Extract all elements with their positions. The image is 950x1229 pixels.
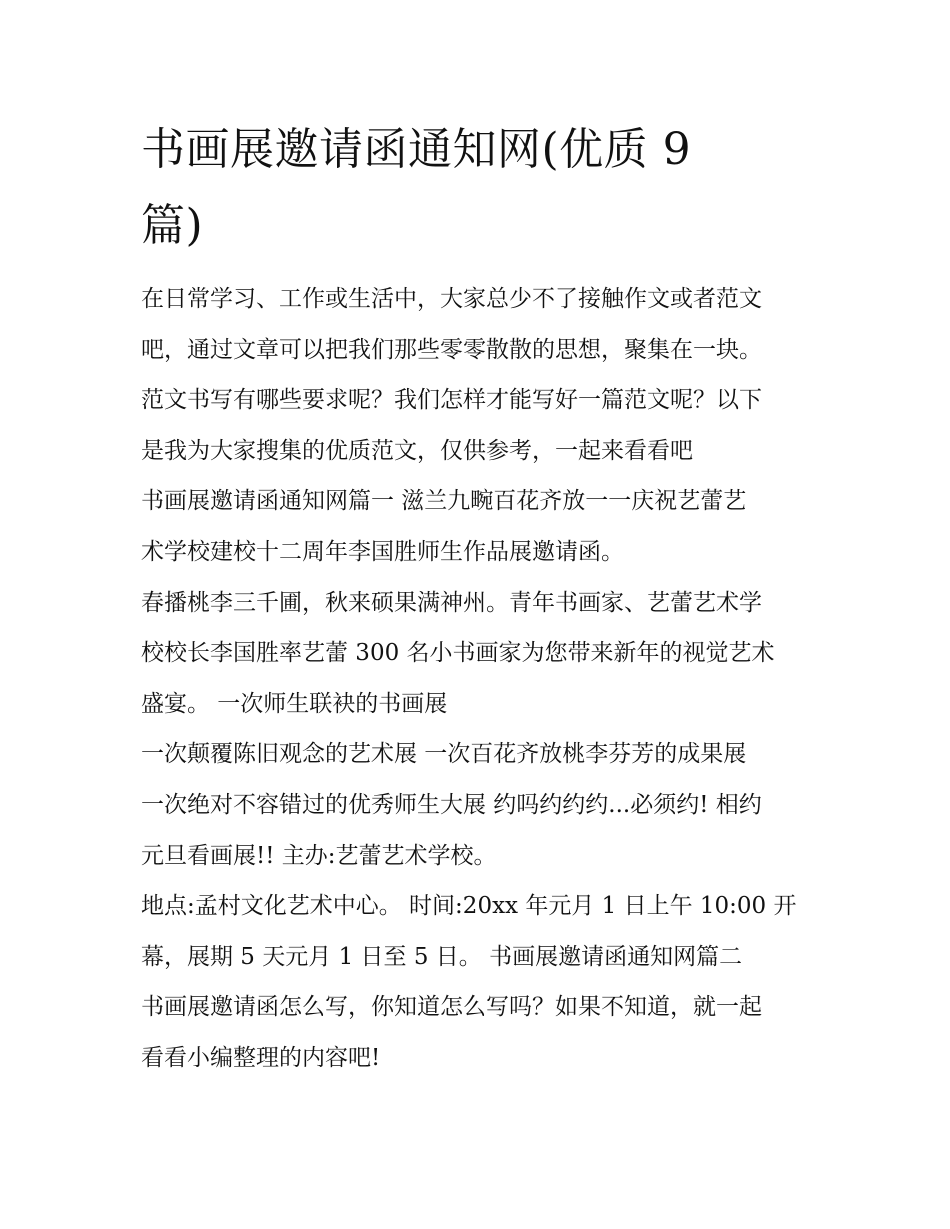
text-line: 术学校建校十二周年李国胜师生作品展邀请函。: [141, 538, 624, 565]
text-line: 范文书写有哪些要求呢？我们怎样才能写好一篇范文呢？以下: [141, 387, 762, 414]
text-line: 元旦看画展!! 主办:艺蕾艺术学校。: [141, 842, 497, 869]
text-line: 春播桃李三千圃，秋来硕果满神州。青年书画家、艺蕾艺术学: [141, 589, 762, 616]
text-line: 书画展邀请函怎么写，你知道怎么写吗？如果不知道，就一起: [141, 994, 762, 1021]
text-line: 书画展邀请函通知网篇一 滋兰九畹百花齐放一一庆祝艺蕾艺: [141, 488, 747, 515]
text-line: 是我为大家搜集的优质范文，仅供参考，一起来看看吧: [141, 437, 693, 464]
text-line: 在日常学习、工作或生活中，大家总少不了接触作文或者范文: [141, 286, 762, 312]
text-line: 盛宴。 一次师生联袂的书画展: [141, 690, 448, 717]
text-line: 一次颠覆陈旧观念的艺术展 一次百花齐放桃李芬芳的成果展: [141, 741, 747, 768]
title-line: 书画展邀请函通知网(优质 9: [141, 124, 692, 175]
text-line: 看看小编整理的内容吧!: [141, 1044, 381, 1071]
text-line: 幕，展期 5 天元月 1 日至 5 日。 书画展邀请函通知网篇二: [141, 943, 743, 970]
text-line: 一次绝对不容错过的优秀师生大展 约吗约约约...必须约! 相约: [141, 791, 762, 818]
text-line: 校校长李国胜率艺蕾 300 名小书画家为您带来新年的视觉艺术: [141, 640, 775, 667]
text-line: 吧，通过文章可以把我们那些零零散散的思想，聚集在一块。: [141, 336, 762, 363]
title-line: 篇): [141, 200, 204, 251]
document-title: [141, 112, 821, 264]
text-line: 地点:孟村文化艺术中心。 时间:20xx 年元月 1 日上午 10:00 开: [141, 893, 797, 920]
document-body: [141, 274, 821, 1084]
